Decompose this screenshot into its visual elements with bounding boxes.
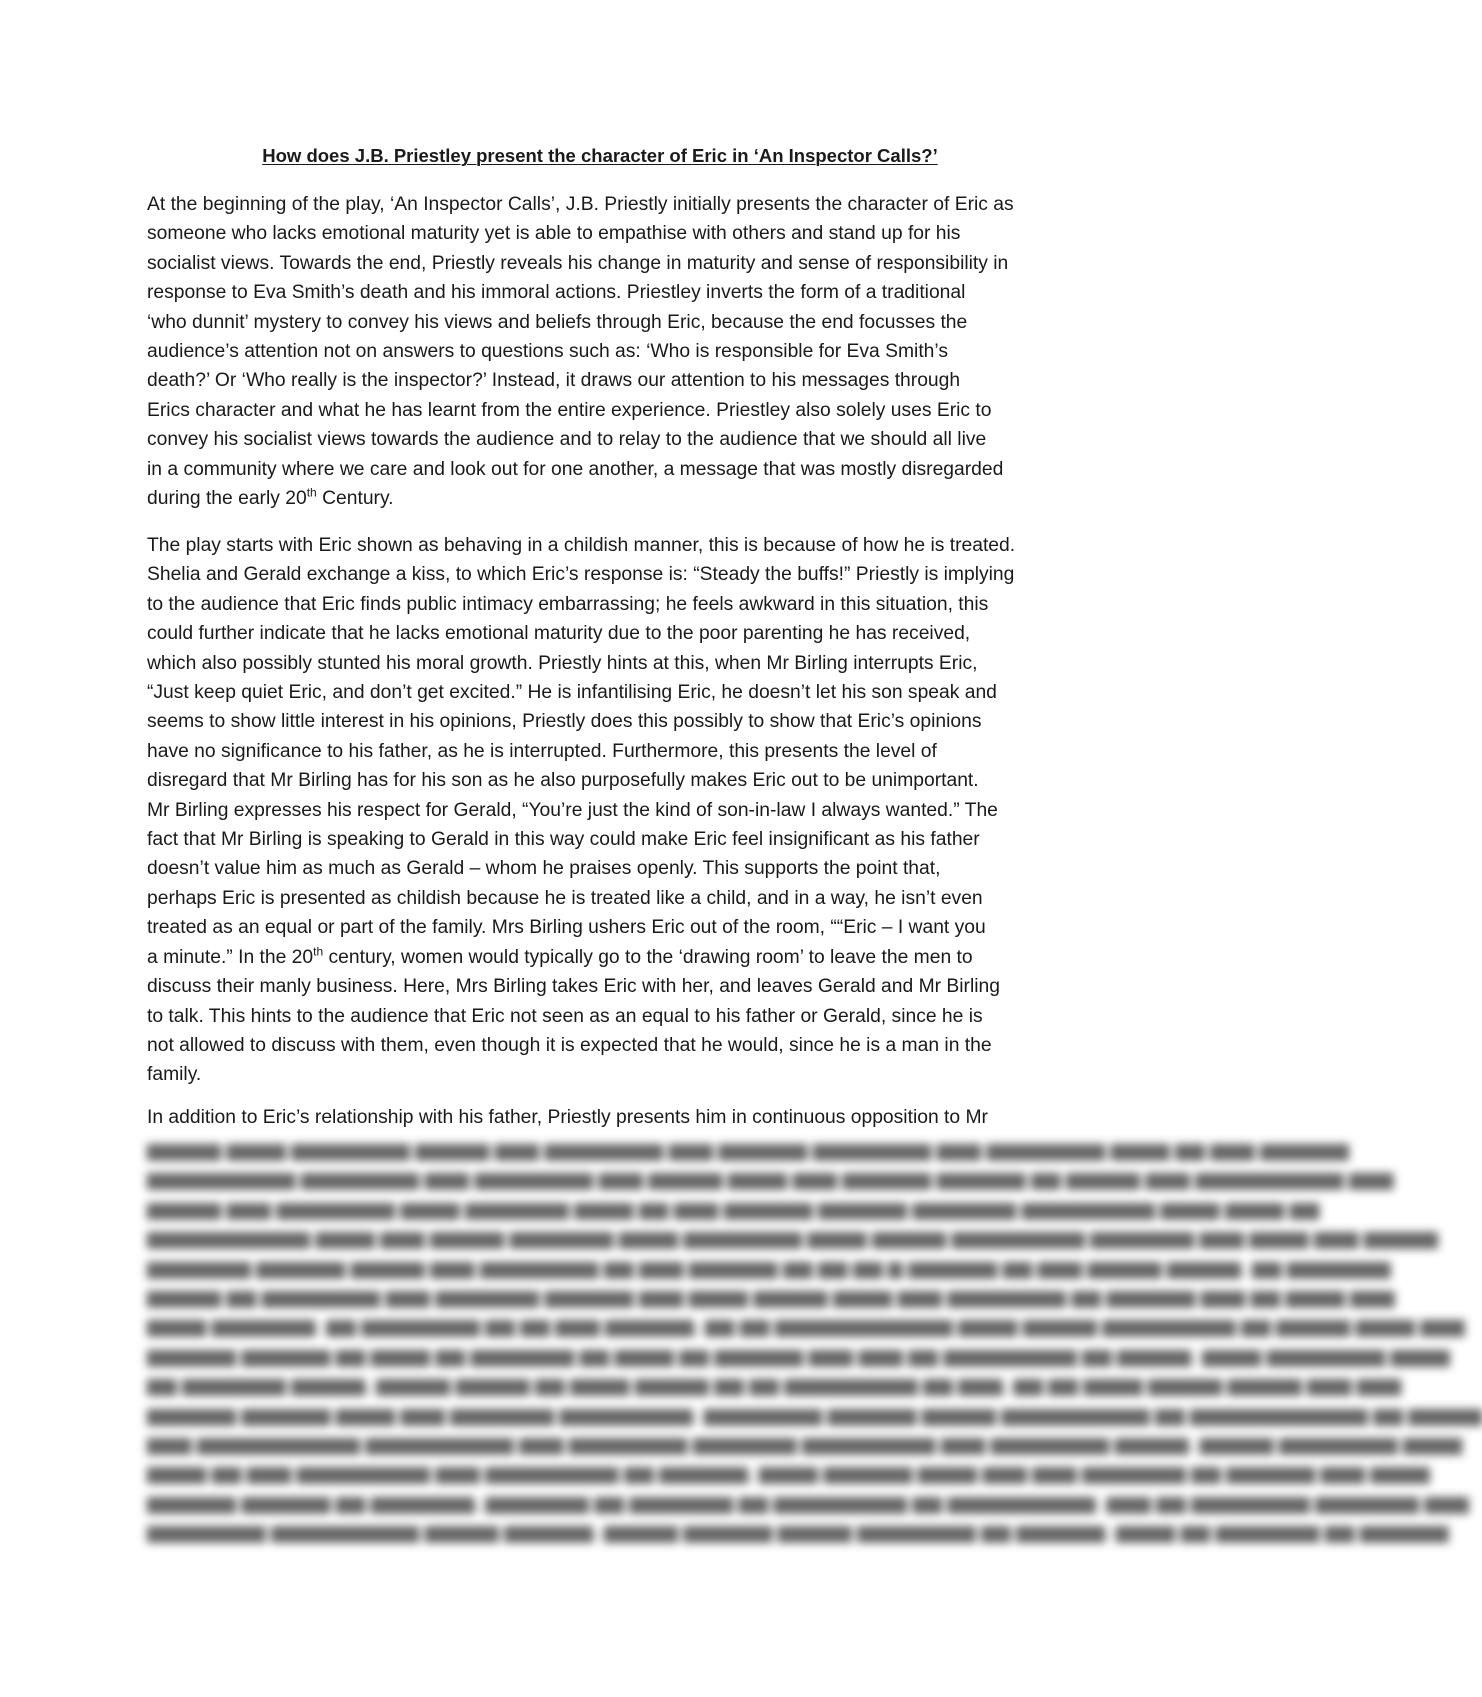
text-line: convey his socialist views towards the audience and to relay to the audience that we should all live: [147, 429, 987, 451]
text-fragment: Century.: [316, 488, 394, 510]
text-line: to the audience that Eric finds public intimacy embarrassing; he feels awkward in this situation, this: [147, 593, 989, 615]
text-line: ‘who dunnit’ mystery to convey his views and beliefs through Eric, because the end focusses the: [147, 311, 968, 333]
text-line: Erics character and what he has learnt from the entire experience. Priestley also solely uses Eric to: [147, 399, 992, 421]
text-line: [147, 943, 1071, 972]
text-line: have no significance to his father, as he is interrupted. Furthermore, this presents the level of: [147, 740, 937, 762]
text-line: Shelia and Gerald exchange a kiss, to which Eric’s response is: “Steady the buffs!” Priestly is implying: [147, 564, 1015, 586]
text-line: treated as an equal or part of the family. Mrs Birling ushers Eric out of the room, ““Eric – I want you: [147, 917, 986, 939]
text-line: perhaps Eric is presented as childish because he is treated like a child, and in a way, he isn’t even: [147, 887, 983, 909]
text-line: response to Eva Smith’s death and his immoral actions. Priestley inverts the form of a traditional: [147, 282, 966, 304]
blurred-preview-text: [147, 1136, 1482, 1556]
paragraph-intro: [147, 190, 1071, 513]
text-fragment: century, women would typically go to the ‘drawing room’ to leave the men to: [323, 946, 973, 968]
text-line: death?’ Or ‘Who really is the inspector?’ Instead, it draws our attention to his messages through: [147, 370, 961, 392]
text-line: “Just keep quiet Eric, and don’t get excited.” He is infantilising Eric, he doesn’t let his son speak and: [147, 682, 997, 704]
text-line: [147, 484, 1071, 513]
superscript: th: [306, 485, 317, 500]
text-line: not allowed to discuss with them, even though it is expected that he would, since he is a man in the: [147, 1034, 992, 1056]
text-line: in a community where we care and look out for one another, a message that was mostly disregarded: [147, 458, 1004, 480]
blurred-text-block: ▆▆▆▆▆ ▆▆▆▆ ▆▆▆▆▆▆▆▆ ▆▆▆▆▆ ▆▆▆ ▆▆▆▆▆▆▆▆ ▆▆▆ ▆▆▆▆▆▆ ▆▆▆▆▆▆▆▆ ▆▆▆ ▆▆▆▆▆▆▆▆ ▆▆▆▆ ▆▆ ▆▆▆ ▆▆▆▆▆▆ ▆▆▆▆▆▆▆▆▆▆ ▆▆▆▆▆▆▆▆ ▆▆▆ ▆▆▆▆▆▆▆▆ ▆▆▆ ▆▆▆▆▆ ▆▆▆▆ ▆▆▆ ▆▆▆▆▆▆ ▆▆▆▆▆▆ ▆▆ ▆▆▆▆▆ ▆▆▆ ▆▆▆▆▆▆▆▆▆▆ ▆▆▆ ▆▆▆▆▆ ▆▆▆ ▆▆▆▆▆▆▆▆ ▆▆▆▆ ▆▆▆▆▆▆▆ ▆▆▆▆ ▆▆ ▆▆▆ ▆▆▆▆▆▆ ▆▆▆▆▆▆ ▆▆▆▆▆▆▆ ▆▆▆▆▆▆▆▆▆ ▆▆▆▆ ▆▆▆▆ ▆▆ ▆▆▆▆▆▆▆▆▆▆▆ ▆▆▆▆ ▆▆▆ ▆▆▆▆▆ ▆▆▆▆▆▆▆ ▆▆▆▆ ▆▆▆▆▆▆▆▆ ▆▆▆▆ ▆▆▆▆▆ ▆▆▆▆▆▆▆▆▆ ▆▆▆▆▆▆▆ ▆▆▆ ▆▆▆▆ ▆▆▆ ▆▆▆▆▆ ▆▆▆▆▆▆▆ ▆▆▆▆▆▆ ▆▆▆▆▆ ▆▆▆ ▆▆▆▆▆▆▆▆ ▆▆ ▆▆▆ ▆▆▆▆▆▆ ▆▆ ▆▆ ▆▆ ▆ ▆▆▆▆▆▆ ▆▆ ▆▆▆ ▆▆▆▆▆ ▆▆▆▆▆. ▆▆ ▆▆▆▆▆▆▆ ▆▆▆▆▆ ▆▆ ▆▆▆▆▆▆▆▆ ▆▆▆ ▆▆▆▆▆▆▆ ▆▆▆▆▆▆ ▆▆▆ ▆▆▆▆ ▆▆▆▆▆ ▆▆▆▆ ▆▆▆ ▆▆▆▆▆▆▆▆ ▆▆ ▆▆▆▆▆▆ ▆▆▆ ▆▆ ▆▆▆▆ ▆▆▆ ▆▆▆▆ ▆▆▆▆▆▆▆. ▆▆ ▆▆▆▆▆▆▆▆ ▆▆ ▆▆ ▆▆▆ ▆▆▆▆▆▆, ▆▆ ▆▆ ▆▆▆▆▆▆▆▆▆▆▆▆ ▆▆▆▆ ▆▆▆▆▆ ▆▆▆▆▆▆▆▆▆ ▆▆ ▆▆▆▆▆ ▆▆▆▆ ▆▆▆ ▆▆▆▆▆▆ ▆▆▆▆▆▆ ▆▆ ▆▆▆▆ ▆▆ ▆▆▆▆▆▆▆ ▆▆ ▆▆▆▆ ▆▆ ▆▆▆▆▆▆ ▆▆▆ ▆▆▆ ▆▆ ▆▆▆▆▆▆▆▆▆ ▆▆ ▆▆▆▆▆. ▆▆▆▆ ▆▆▆▆▆▆▆▆ ▆▆▆▆ ▆▆ ▆▆▆▆▆▆▆ ▆▆▆▆▆, ▆▆▆▆▆ ▆▆▆▆▆ ▆▆ ▆▆▆▆ ▆▆▆▆▆ ▆▆ ▆▆ ▆▆▆▆▆▆▆▆▆ ▆▆ ▆▆▆, ▆▆ ▆▆ ▆▆▆▆ ▆▆▆▆▆ ▆▆▆▆▆ ▆▆▆ ▆▆▆ ▆▆▆▆▆▆ ▆▆▆▆▆▆ ▆▆▆▆ ▆▆▆ ▆▆▆▆▆▆▆ ▆▆▆▆▆▆▆▆▆. ▆▆▆▆▆▆▆▆ ▆▆▆▆▆▆ ▆▆▆▆▆ ▆▆▆▆▆▆▆▆▆▆ ▆▆ ▆▆▆▆▆▆▆▆▆▆▆▆ ▆▆ ▆▆▆▆▆ ▆▆▆ ▆▆▆▆▆▆▆▆▆▆▆ ▆▆▆▆▆▆▆▆▆▆ ▆▆▆ ▆▆▆▆▆▆▆▆ ▆▆▆▆▆▆▆ ▆▆▆▆▆▆▆▆▆ ▆▆▆ ▆▆▆▆▆▆▆▆ ▆▆▆▆▆. ▆▆▆▆▆ ▆▆▆▆▆▆▆▆ ▆▆▆▆ ▆▆▆▆ ▆▆ ▆▆▆ ▆▆▆▆▆▆▆▆▆ ▆▆▆ ▆▆▆▆▆▆▆▆▆ ▆▆ ▆▆▆▆▆▆, ▆▆▆▆ ▆▆▆▆▆▆ ▆▆▆▆ ▆▆▆ ▆▆▆ ▆▆▆▆▆▆▆ ▆▆ ▆▆▆▆▆▆ ▆▆▆ ▆▆▆▆ ▆▆▆▆▆▆ ▆▆▆▆▆▆ ▆▆ ▆▆▆▆▆▆▆, ▆▆▆▆▆▆▆ ▆▆ ▆▆▆▆▆▆▆ ▆▆ ▆▆▆▆▆▆▆▆▆ ▆▆ ▆▆▆▆▆▆▆▆▆▆. ▆▆▆ ▆▆ ▆▆▆▆▆▆▆▆ ▆▆▆▆▆▆▆ ▆▆▆ ▆▆▆▆▆▆▆▆ ▆▆▆▆▆▆▆▆▆▆ ▆▆▆▆▆ ▆▆▆▆▆▆, ▆▆▆▆▆ ▆▆▆▆▆▆ ▆▆▆▆▆ ▆▆▆▆▆▆▆▆ ▆▆ ▆▆▆▆▆▆. ▆▆▆▆ ▆▆ ▆▆▆▆▆▆▆ ▆▆ ▆▆▆▆▆▆: [147, 1140, 1482, 1544]
essay-title: How does J.B. Priestley present the character of Eric in ‘An Inspector Calls?’: [262, 145, 938, 166]
paragraph-childish: [147, 531, 1071, 1090]
text-line: The play starts with Eric shown as behaving in a childish manner, this is because of how he is treated.: [147, 535, 1016, 556]
text-line: which also possibly stunted his moral growth. Priestly hints at this, when Mr Birling interrupts Eric,: [147, 652, 978, 674]
text-line: disregard that Mr Birling has for his son as he also purposefully makes Eric out to be unimportant.: [147, 770, 979, 792]
text-line: seems to show little interest in his opinions, Priestly does this possibly to show that Eric’s opinions: [147, 711, 982, 733]
text-line: Mr Birling expresses his respect for Gerald, “You’re just the kind of son-in-law I always wanted.” The: [147, 799, 998, 821]
text-line: family.: [147, 1064, 202, 1086]
text-line: could further indicate that he lacks emotional maturity due to the poor parenting he has received,: [147, 623, 971, 645]
text-line: someone who lacks emotional maturity yet is able to empathise with others and stand up for his: [147, 223, 961, 245]
text-line: fact that Mr Birling is speaking to Gerald in this way could make Eric feel insignificant as his father: [147, 829, 980, 851]
text-line: socialist views. Towards the end, Priestly reveals his change in maturity and sense of responsibility in: [147, 252, 1009, 274]
text-line: At the beginning of the play, ‘An Inspector Calls’, J.B. Priestly initially presents the character of Eric as: [147, 194, 1014, 215]
superscript: th: [313, 944, 324, 959]
text-line: In addition to Eric’s relationship with his father, Priestly presents him in continuous opposition to Mr: [147, 1107, 988, 1128]
paragraph-opposition: [147, 1103, 1071, 1132]
text-fragment: a minute.” In the 20: [147, 946, 314, 968]
text-line: doesn’t value him as much as Gerald – whom he praises openly. This supports the point that,: [147, 858, 941, 880]
text-line: audience’s attention not on answers to questions such as: ‘Who is responsible for Eva Smith’s: [147, 341, 948, 363]
text-line: to talk. This hints to the audience that Eric not seen as an equal to his father or Gerald, since he is: [147, 1005, 983, 1027]
text-line: discuss their manly business. Here, Mrs Birling takes Eric with her, and leaves Gerald and Mr Birling: [147, 976, 1000, 998]
text-fragment: during the early 20: [147, 488, 307, 510]
